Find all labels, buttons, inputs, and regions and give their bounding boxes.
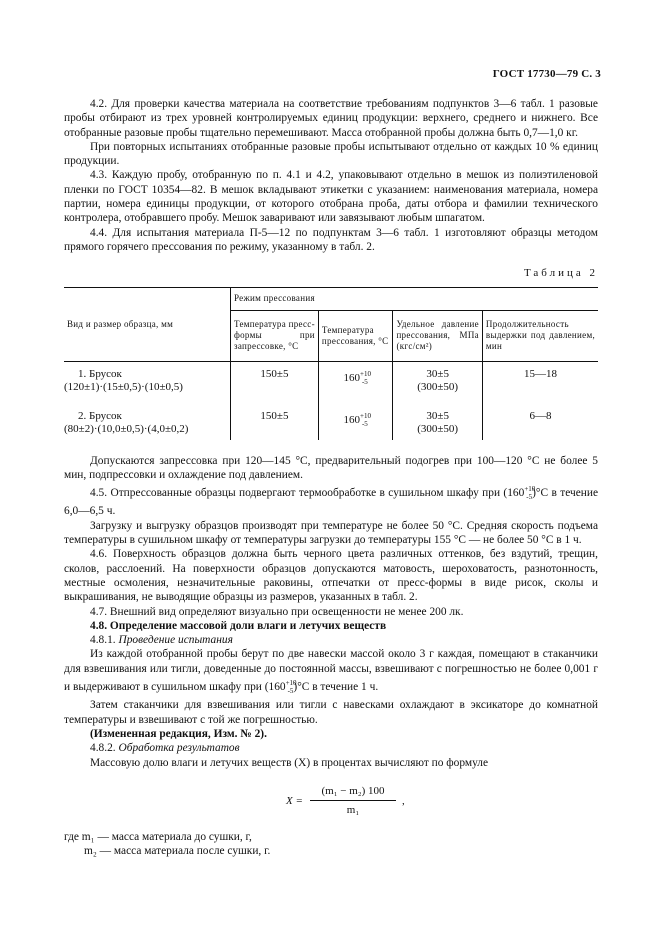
paragraph-4-6: 4.6. Поверхность образцов должна быть черного цвета различных оттенков, без вздутий, трещин, сколов, расслоений. На поверхности образцов допускаются матовость, шероховатость, разнотонность, местные осмоления, незначительные раковины, отпечатки от пресс-формы в виде рисок, сколы и выкрашивания, не выводящие образцы из размеров, указанных в табл. 2. bbox=[64, 548, 598, 604]
paragraph-4-5c: Загрузку и выгрузку образцов производят при температуре не более 50 °С. Средняя скорость подъема температуры в сушильном шкафу от температуры загрузки до температуры 155 °С — не более 50 °С в 1 ч. bbox=[64, 519, 598, 547]
section-heading-4-8: 4.8. Определение массовой доли влаги и летучих веществ bbox=[90, 619, 387, 632]
duration-cell: 6—8 bbox=[482, 404, 598, 440]
amendment-note: (Измененная редакция, Изм. № 2). bbox=[90, 727, 267, 740]
document-body bbox=[64, 97, 598, 858]
formula-definitions bbox=[64, 830, 598, 859]
paragraph-4-3: 4.3. Каждую пробу, отобранную по п. 4.1 и 4.2, упаковывают отдельно в мешок из полиэтиленовой пленки по ГОСТ 10354—82. В мешок вкладывают этикетки с указанием: наименования материала, номера партии, номера единицы продукции, от которого отобрана проба, даты отбора и фамилии технического контролера, отобравшего пробу. Мешок заваривают или завязывают любым шпагатом. bbox=[64, 169, 598, 225]
specimen-size: (120±1)·(15±0,5)·(10±0,5) bbox=[64, 380, 183, 393]
specimen-name: 1. Брусок bbox=[78, 367, 122, 380]
table-row bbox=[64, 404, 598, 440]
formula-denominator: m₁ bbox=[346, 804, 360, 817]
formula-numerator: (m₁ − m₂) 100 bbox=[310, 784, 396, 801]
paragraph-4-8-2a: Массовую долю влаги и летучих веществ (X) в процентах вычисляют по формуле bbox=[90, 756, 489, 769]
col-header-specimen: Вид и размер образца, мм bbox=[64, 287, 231, 361]
definition-m2: m₂ — масса материала после сушки, г. bbox=[84, 845, 271, 858]
paragraph-4-5: 4.5. Отпрессованные образцы подвергают термообработке в сушильном шкафу при $(160^{+10}_{-5})^\circ С$ в течение 6,0—6,5 ч. bbox=[64, 485, 598, 518]
paragraph-after-table: Допускаются запрессовка при 120—145 °С, предварительный подогрев при 100—120 °С не более 5 мин, подпрессовки и охлаждение под давлением. bbox=[64, 454, 598, 481]
table-caption: Таблица 2 bbox=[523, 267, 598, 280]
col-header-pressure: Удельное давление прессования, МПа (кгс/см²) bbox=[393, 310, 482, 361]
formula bbox=[64, 782, 598, 824]
col-group-header: Режим прессования bbox=[231, 287, 599, 310]
paragraph-4-2b: При повторных испытаниях отобранные разовые пробы испытывают отдельно от каждых 10 % единиц продукции. bbox=[64, 140, 598, 168]
pressure-cell: 30±5 (300±50) bbox=[393, 361, 482, 398]
specimen-name: 2. Брусок bbox=[78, 409, 122, 422]
formula-fraction bbox=[310, 784, 396, 818]
formula-tail: , bbox=[402, 794, 405, 807]
subsection-4-8-1: 4.8.1. Проведение испытания bbox=[90, 634, 233, 647]
paragraph-4-8-1c: Затем стаканчики для взвешивания или тигли с навесками охлаждают в эксикаторе до комнатной температуры и взвешивают с той же погрешностью. bbox=[64, 699, 598, 726]
col-header-duration: Продолжительность выдержки под давлением, мин bbox=[482, 310, 598, 361]
press-temp-cell: $160^{+10}_{-5}$ bbox=[318, 404, 393, 440]
col-header-press-temp: Температура прессования, °С bbox=[318, 310, 393, 361]
press-temp-cell: $160^{+10}_{-5}$ bbox=[318, 361, 393, 398]
paragraph-4-8-1a: Из каждой отобранной пробы берут по две навески массой около 3 г каждая, помещают в стаканчики для взвешивания или тигли, доведенные до постоянной массы, взвешивают с погрешностью не более 0,001 г и выдерживают в сушильном шкафу при $(160^{+10}_{-5})^\circ С$ в течение 1 ч. bbox=[64, 648, 598, 696]
definition-m1: где m₁ — масса материала до сушки, г, bbox=[64, 830, 252, 843]
col-header-mold-temp: Температура пресс-формы при запрессовке, °С bbox=[231, 310, 319, 361]
paragraph-4-7: 4.7. Внешний вид определяют визуально при освещенности не менее 200 лк. bbox=[90, 605, 464, 618]
page-header: ГОСТ 17730—79 С. 3 bbox=[492, 68, 601, 80]
mold-temp-cell: 150±5 bbox=[231, 361, 319, 398]
duration-cell: 15—18 bbox=[482, 361, 598, 398]
paragraph-4-4: 4.4. Для испытания материала П-5—12 по подпунктам 3—6 табл. 1 изготовляют образцы методом прямого горячего прессования по режиму, указанному в табл. 2. bbox=[64, 226, 598, 253]
pressure-cell: 30±5 (300±50) bbox=[393, 404, 482, 440]
table-row bbox=[64, 361, 598, 398]
specimen-size: (80±2)·(10,0±0,5)·(4,0±0,2) bbox=[64, 422, 189, 435]
subsection-4-8-2: 4.8.2. Обработка результатов bbox=[90, 742, 240, 755]
formula-lhs: X = bbox=[286, 794, 303, 807]
pressing-mode-table bbox=[64, 287, 598, 440]
mold-temp-cell: 150±5 bbox=[231, 404, 319, 440]
paragraph-4-2: 4.2. Для проверки качества материала на соответствие требованиям подпунктов 3—6 табл. 1 разовые пробы отбирают из трех уровней контролируемых единиц продукции: верхнего, среднего и нижнего. Все отобранные разовые пробы тщательно перемешивают. Масса отобранной пробы должна быть 0,7—1,0 кг. bbox=[64, 98, 598, 139]
